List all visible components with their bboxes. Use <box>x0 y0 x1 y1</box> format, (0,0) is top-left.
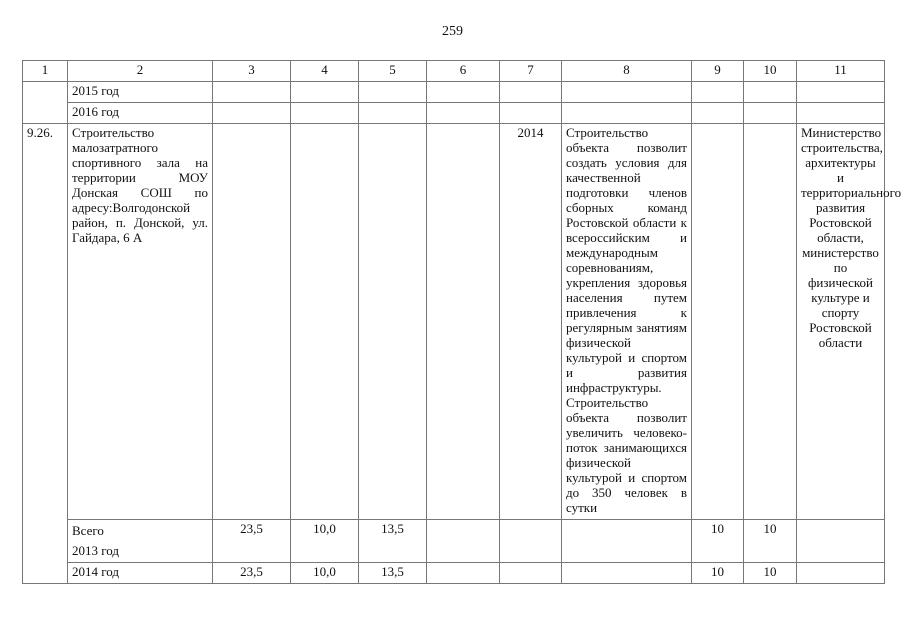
table-row <box>23 124 885 520</box>
value-cell: 10 <box>744 520 797 563</box>
year-label: 2014 год <box>68 563 213 584</box>
column-header: 2 <box>68 61 213 82</box>
value-cell: 10 <box>744 563 797 584</box>
column-header: 5 <box>359 61 427 82</box>
total-label: Всего <box>72 523 104 538</box>
item-year: 2014 <box>500 124 562 520</box>
column-header: 6 <box>427 61 500 82</box>
table-row <box>23 103 885 124</box>
value-cell: 23,5 <box>213 520 291 563</box>
value-cell: 13,5 <box>359 563 427 584</box>
column-header: 11 <box>797 61 885 82</box>
year-label: 2015 год <box>68 82 213 103</box>
item-executor: Министерство строительства, архитектуры и территориального развития Ростовской области, министерство по физической культуре и спорту Ростовской области <box>797 124 885 520</box>
value-cell: 10,0 <box>291 563 359 584</box>
year-label: 2013 год <box>72 543 119 558</box>
value-cell: 23,5 <box>213 563 291 584</box>
item-title: Строительство малозатратного спортивного зала на территории МОУ Донская СОШ по адресу:Волгодонской район, п. Донской, ул. Гайдара, 6 А <box>68 124 213 520</box>
column-header: 1 <box>23 61 68 82</box>
column-number-row <box>23 61 885 82</box>
program-table <box>22 60 902 584</box>
value-cell: 10 <box>692 520 744 563</box>
column-header: 7 <box>500 61 562 82</box>
value-cell: 13,5 <box>359 520 427 563</box>
value-cell: 10,0 <box>291 520 359 563</box>
column-header: 9 <box>692 61 744 82</box>
column-header: 3 <box>213 61 291 82</box>
table-row <box>23 520 885 563</box>
column-header: 10 <box>744 61 797 82</box>
table-row <box>23 82 885 103</box>
table-row <box>23 563 885 584</box>
value-cell: 10 <box>692 563 744 584</box>
empty-cell <box>23 82 68 124</box>
item-number: 9.26. <box>23 124 68 584</box>
page-number: 259 <box>442 24 463 39</box>
year-label: 2016 год <box>68 103 213 124</box>
column-header: 8 <box>562 61 692 82</box>
item-description: Строительство объекта позволит создать условия для качественной подготовки членов сборных команд Ростовской области к всероссийским и международным соревнованиям, укрепления здоровья населения путем привлечения к регулярным занятиям физической культурой и спортом и развития инфраструктуры. Строительство объекта позволит увеличить человеко-поток занимающихся физической культурой и спортом до 350 человек в сутки <box>562 124 692 520</box>
column-header: 4 <box>291 61 359 82</box>
